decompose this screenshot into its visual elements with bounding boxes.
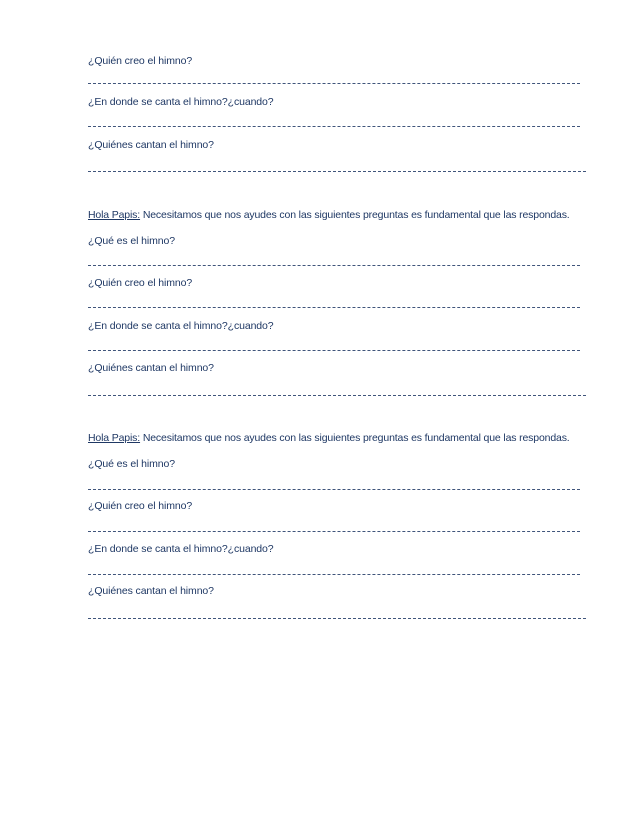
question-what-is: ¿Qué es el himno? <box>88 458 176 470</box>
question-where-sung: ¿En donde se canta el himno?¿cuando? <box>88 320 274 332</box>
question-who-created: ¿Quién creo el himno? <box>88 277 193 289</box>
question-what-is: ¿Qué es el himno? <box>88 235 176 247</box>
answer-line <box>88 574 580 575</box>
question-who-sing: ¿Quiénes cantan el himno? <box>88 139 214 151</box>
answer-line <box>88 531 580 532</box>
answer-line <box>88 307 580 308</box>
greeting: Hola Papis: <box>88 432 141 444</box>
intro-text: Necesitamos que nos ayudes con las siguientes preguntas es fundamental que las respondas. <box>140 209 570 221</box>
answer-line <box>88 126 580 127</box>
answer-line <box>88 265 580 266</box>
answer-line <box>88 618 586 619</box>
answer-line <box>88 489 580 490</box>
intro-paragraph <box>88 209 570 222</box>
answer-line <box>88 83 580 84</box>
answer-line <box>88 171 586 172</box>
question-who-sing: ¿Quiénes cantan el himno? <box>88 362 214 374</box>
greeting: Hola Papis: <box>88 209 141 221</box>
question-who-sing: ¿Quiénes cantan el himno? <box>88 585 214 597</box>
answer-line <box>88 395 586 396</box>
question-where-sung: ¿En donde se canta el himno?¿cuando? <box>88 96 274 108</box>
answer-line <box>88 350 580 351</box>
question-who-created: ¿Quién creo el himno? <box>88 55 193 67</box>
question-where-sung: ¿En donde se canta el himno?¿cuando? <box>88 543 274 555</box>
question-who-created: ¿Quién creo el himno? <box>88 500 193 512</box>
intro-text: Necesitamos que nos ayudes con las siguientes preguntas es fundamental que las respondas. <box>140 432 570 444</box>
intro-paragraph <box>88 432 570 445</box>
